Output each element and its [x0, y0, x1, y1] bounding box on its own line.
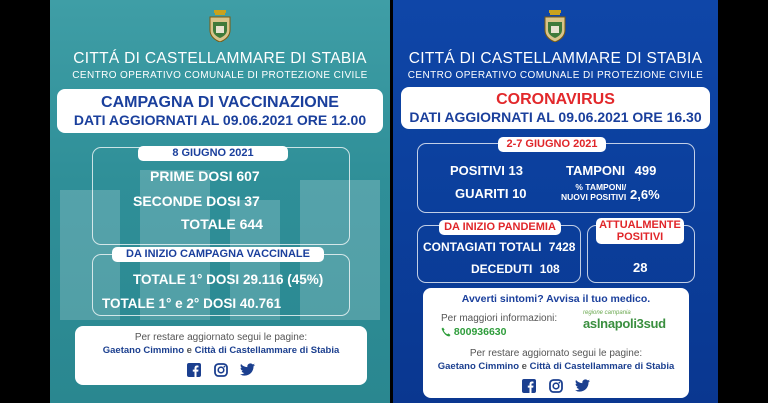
ratio-label-line2: NUOVI POSITIVI [561, 192, 627, 202]
currently-positive-value: 28 [633, 260, 648, 275]
total-infected-value: 7428 [548, 240, 576, 254]
footer-link-city[interactable]: Città di Castellammare di Stabia [529, 361, 675, 372]
total-all-doses-row [102, 296, 281, 311]
ratio-label [561, 182, 626, 202]
facebook-icon[interactable] [187, 363, 201, 377]
total-row [181, 216, 263, 232]
total-value: 644 [239, 216, 263, 232]
total-first-doses-row [133, 272, 323, 287]
deaths-label: DECEDUTI [471, 262, 533, 276]
vaccination-title: CAMPAGNA DI VACCINAZIONE [101, 94, 339, 111]
social-footer [75, 326, 367, 385]
asl-logo-icon[interactable] [583, 310, 666, 331]
footer-link-city[interactable]: Città di Castellammare di Stabia [194, 345, 340, 356]
currently-positive-label [596, 218, 684, 244]
instagram-icon[interactable] [214, 363, 228, 377]
footer-text: Per restare aggiornato segui le pagine: [134, 332, 308, 343]
footer-and: e [184, 345, 195, 356]
vaccination-panel [50, 0, 390, 403]
total-first-doses-label: TOTALE 1° DOSI [133, 272, 240, 287]
ratio-value: 2,6% [630, 187, 660, 202]
positive-row [450, 163, 523, 178]
instagram-icon[interactable] [549, 379, 563, 393]
total-first-doses-value: 29.116 (45%) [242, 272, 324, 287]
crest-icon [542, 10, 568, 42]
phone-row [441, 326, 557, 338]
deaths-row [471, 262, 560, 276]
footer-pages [423, 361, 689, 372]
social-icons [75, 361, 367, 379]
asl-name: aslnapoli3sud [583, 316, 666, 331]
facebook-icon[interactable] [522, 379, 536, 393]
total-all-doses-value: 40.761 [239, 296, 282, 311]
city-title: CITTÁ DI CASTELLAMMARE DI STABIA [73, 50, 367, 67]
coronavirus-update-time: DATI AGGIORNATI AL 09.06.2021 ORE 16.30 [409, 109, 702, 125]
swabs-label: TAMPONI [566, 163, 625, 178]
ratio-label-line1: % TAMPONI/ [575, 182, 627, 192]
total-all-doses-label: TOTALE 1° e 2° DOSI [102, 296, 237, 311]
coronavirus-title: CORONAVIRUS [496, 91, 615, 108]
week-label: 2-7 GIUGNO 2021 [498, 137, 606, 152]
footer-pages [75, 345, 367, 356]
prime-doses-label: PRIME DOSI [150, 168, 233, 184]
twitter-icon[interactable] [240, 363, 255, 376]
currently-positive-label-line2: POSITIVI [616, 231, 664, 243]
social-icons [423, 377, 689, 395]
footer-link-gaetano[interactable]: Gaetano Cimmino [437, 361, 520, 372]
recovered-value: 10 [512, 186, 527, 201]
prime-doses-value: 607 [236, 168, 260, 184]
total-infected-row [423, 240, 575, 254]
vaccination-update-time: DATI AGGIORNATI AL 09.06.2021 ORE 12.00 [73, 112, 367, 128]
civil-protection-subtitle: CENTRO OPERATIVO COMUNALE DI PROTEZIONE CIVILE [72, 70, 368, 81]
coronavirus-panel [393, 0, 718, 403]
recovered-row [455, 186, 527, 201]
info-footer [423, 288, 689, 398]
civil-protection-subtitle: CENTRO OPERATIVO COMUNALE DI PROTEZIONE CIVILE [407, 70, 704, 81]
total-label: TOTALE [181, 216, 236, 232]
campaign-label: DA INIZIO CAMPAGNA VACCINALE [112, 247, 324, 262]
positive-value: 13 [508, 163, 523, 178]
deaths-value: 108 [539, 262, 560, 276]
pandemic-label: DA INIZIO PANDEMIA [439, 220, 561, 235]
phone-icon [441, 327, 451, 337]
weekly-stats-box [417, 143, 695, 213]
swabs-value: 499 [634, 163, 657, 178]
currently-positive-label-line1: ATTUALMENTE [599, 219, 681, 231]
footer-link-gaetano[interactable]: Gaetano Cimmino [102, 345, 185, 356]
second-doses-row [133, 193, 260, 209]
positive-label: POSITIVI [450, 163, 505, 178]
coronavirus-header-box [401, 87, 710, 129]
crest-icon [207, 10, 233, 42]
swabs-row [566, 163, 656, 178]
total-infected-label: CONTAGIATI TOTALI [423, 240, 542, 254]
day-label: 8 GIUGNO 2021 [138, 146, 288, 161]
footer-text: Per restare aggiornato segui le pagine: [469, 348, 643, 359]
footer-and: e [519, 361, 530, 372]
info-contact [441, 313, 557, 338]
phone-number[interactable]: 800936630 [453, 326, 507, 338]
info-label: Per maggiori informazioni: [441, 313, 558, 324]
recovered-label: GUARITI [455, 186, 509, 201]
prime-doses-row [150, 168, 260, 184]
vaccination-header-box [57, 89, 383, 133]
asl-region: regione campania [583, 310, 631, 316]
twitter-icon[interactable] [575, 379, 590, 392]
city-title: CITTÁ DI CASTELLAMMARE DI STABIA [408, 50, 703, 67]
symptoms-text: Avverti sintomi? Avvisa il tuo medico. [461, 293, 651, 305]
second-doses-label: SECONDE DOSI [133, 193, 241, 209]
second-doses-value: 37 [244, 193, 260, 209]
